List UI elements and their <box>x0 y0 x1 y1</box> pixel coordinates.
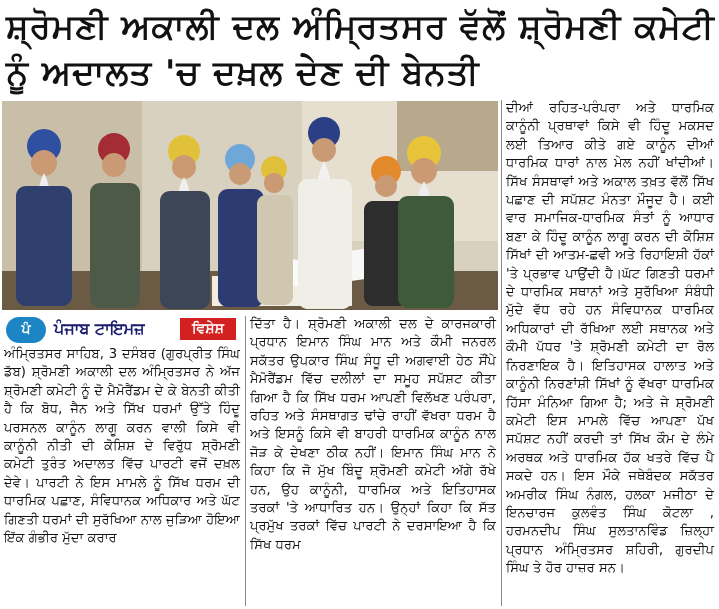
article-column-3: ਦੀਆਂ ਰਹਿਤ-ਪਰੰਪਰਾ ਅਤੇ ਧਾਰਮਿਕ ਕਾਨੂੰਨੀ ਪ੍ਰਥਾਵਾਂ ਕਿਸੇ ਵੀ ਹਿੰਦੂ ਮਕਸਦ ਲਈ ਤਿਆਰ ਕੀਤੇ ਗਏ ਕਾਨੂੰਨ ਦੀਆਂ ਧਾਰਮਿਕ ਧਾਰਾਂ ਨਾਲ ਮੇਲ ਨਹੀਂ ਖਾਂਦੀਆਂ। ਸਿੱਖ ਸੰਸਥਾਵਾਂ ਅਤੇ ਅਕਾਲ ਤਖ਼ਤ ਵੱਲੋਂ ਸਿੱਖ ਪਛਾਣ ਦੀ ਸਪੱਸ਼ਟ ਮੰਨਤਾ ਮੌਜੂਦ ਹੈ। ਕਈ ਵਾਰ ਸਮਾਜਿਕ-ਧਾਰਮਿਕ ਸੰਤਾਂ ਨੂੰ ਆਧਾਰ ਬਣਾ ਕੇ ਹਿੰਦੂ ਕਾਨੂੰਨ ਲਾਗੂ ਕਰਨ ਦੀ ਕੋਸ਼ਿਸ਼ ਸਿੱਖਾਂ ਦੀ ਆਤਮ-ਛਵੀ ਅਤੇ ਰਿਹਾਇਸ਼ੀ ਹੱਕਾਂ 'ਤੇ ਪ੍ਰਭਾਵ ਪਾਉਂਦੀ ਹੈ।ਘੱਟ ਗਿਣਤੀ ਧਰਮਾਂ ਦੇ ਧਾਰਮਿਕ ਸਥਾਨਾਂ ਅਤੇ ਸੁਰੱਖਿਆ ਸੰਬੰਧੀ ਮੁੱਦੇ ਵੱਧ ਰਹੇ ਹਨ ਸੰਵਿਧਾਨਕ ਧਾਰਮਿਕ ਅਧਿਕਾਰਾਂ ਦੀ ਰੱਖਿਆ ਲਈ ਸਥਾਨਕ ਅਤੇ ਕੌਮੀ ਪੱਧਰ 'ਤੇ ਸ਼੍ਰੋਮਣੀ ਕਮੇਟੀ ਦਾ ਰੋਲ ਨਿਰਣਾਇਕ ਹੈ। ਇਤਿਹਾਸਕ ਹਾਲਾਤ ਅਤੇ ਕਾਨੂੰਨੀ ਨਿਰਣਾਂਸ਼ੀ ਸਿੱਖਾਂ ਨੂੰ ਵੱਖਰਾ ਧਾਰਮਿਕ ਹਿੱਸਾ ਮੰਨਿਆ ਗਿਆ ਹੈ; ਅਤੇ ਜੇ ਸ਼੍ਰੋਮਣੀ ਕਮੇਟੀ ਇਸ ਮਾਮਲੇ ਵਿੱਚ ਆਪਣਾ ਪੱਖ ਸਪੱਸ਼ਟ ਨਹੀਂ ਕਰਦੀ ਤਾਂ ਸਿੱਖ ਕੌਮ ਦੇ ਲੰਮੇ ਅਰਥਕ ਅਤੇ ਧਾਰਮਿਕ ਹੱਕ ਖਤਰੇ ਵਿੱਚ ਪੈ ਸਕਦੇ ਹਨ। ਇਸ ਮੌਕੇ ਜਥੇਬੰਦਕ ਸਕੱਤਰ ਅਮਰੀਕ ਸਿੰਘ ਨੰਗਲ, ਹਲਕਾ ਮਜੀਠਾ ਦੇ ਇਨਚਾਰਜ ਕੁਲਵੰਤ ਸਿੰਘ ਕੋਟਲਾ , ਹਰਮਨਦੀਪ ਸਿੰਘ ਸੁਲਤਾਨਵਿੰਡ ਜ਼ਿਲ੍ਹਾ ਪ੍ਰਧਾਨ ਅੰਮ੍ਰਿਤਸਰ ਸ਼ਹਿਰੀ, ਗੁਰਦੀਪ ਸਿੰਘ ਤੇ ਹੋਰ ਹਾਜ਼ਰ ਸਨ। <box>506 101 714 577</box>
article-column-2: ਦਿੱਤਾ ਹੈ। ਸ਼੍ਰੋਮਣੀ ਅਕਾਲੀ ਦਲ ਦੇ ਕਾਰਜਕਾਰੀ ਪ੍ਰਧਾਨ ਇਮਾਨ ਸਿੰਘ ਮਾਨ ਅਤੇ ਕੌਮੀ ਜਨਰਲ ਸਕੱਤਰ ਉਪਕਾਰ ਸਿੰਘ ਸੰਧੂ ਦੀ ਅਗਵਾਈ ਹੇਠ ਸੌਂਪੇ ਮੈਮੋਰੈਂਡਮ ਵਿੱਚ ਦਲੀਲਾਂ ਦਾ ਸਮੂਹ ਸਪੱਸ਼ਟ ਕੀਤਾ ਗਿਆ ਹੈ ਕਿ ਸਿੱਖ ਧਰਮ ਆਪਣੀ ਵਿਲੱਖਣ ਪਰੰਪਰਾ, ਰਹਿਤ ਅਤੇ ਸੰਸਥਾਗਤ ਢਾਂਚੇ ਰਾਹੀਂ ਵੱਖਰਾ ਧਰਮ ਹੈ ਅਤੇ ਇਸਨੂੰ ਕਿਸੇ ਵੀ ਬਾਹਰੀ ਧਾਰਮਿਕ ਕਾਨੂੰਨ ਨਾਲ ਜੋੜ ਕੇ ਦੇਖਣਾ ਠੀਕ ਨਹੀਂ। ਇਮਾਨ ਸਿੰਘ ਮਾਨ ਨੇ ਕਿਹਾ ਕਿ ਜੋ ਮੁੱਖ ਬਿੰਦੂ ਸ਼੍ਰੋਮਣੀ ਕਮੇਟੀ ਅੱਗੇ ਰੱਖੇ ਹਨ, ਉਹ ਕਾਨੂੰਨੀ, ਧਾਰਮਿਕ ਅਤੇ ਇਤਿਹਾਸਕ ਤਰਕਾਂ 'ਤੇ ਆਧਾਰਿਤ ਹਨ। ਉਨ੍ਹਾਂ ਕਿਹਾ ਕਿ ਸੱਤ ਪ੍ਰਮੁੱਖ ਤਰਕਾਂ ਵਿੱਚ ਪਾਰਟੀ ਨੇ ਦਰਸਾਇਆ ਹੈ ਕਿ ਸਿੱਖ ਧਰਮ <box>250 317 496 553</box>
group-photo-illustration <box>2 101 498 310</box>
headline <box>6 4 713 96</box>
article-column-1: ਅੰਮ੍ਰਿਤਸਰ ਸਾਹਿਬ, 3 ਦਸੰਬਰ (ਗੁਰਪ੍ਰੀਤ ਸਿੰਘ ਡੱਬ) ਸ਼੍ਰੋਮਣੀ ਅਕਾਲੀ ਦਲ ਅੰਮ੍ਰਿਤਸਰ ਨੇ ਅੱਜ ਸ਼੍ਰੋਮਣੀ ਕਮੇਟੀ ਨੂੰ ਦੋ ਮੈਮੋਰੈਂਡਮ ਦੇ ਕੇ ਬੇਨਤੀ ਕੀਤੀ ਹੈ ਕਿ ਬੋਧ, ਜੈਨ ਅਤੇ ਸਿੱਖ ਧਰਮਾਂ ਉੱਤੇ ਹਿੰਦੂ ਪਰਸਨਲ ਕਾਨੂੰਨ ਲਾਗੂ ਕਰਨ ਵਾਲੀ ਕਿਸੇ ਵੀ ਕਾਨੂੰਨੀ ਨੀਤੀ ਦੀ ਕੋਸ਼ਿਸ਼ ਦੇ ਵਿਰੁੱਧ ਸ਼੍ਰੋਮਣੀ ਕਮੇਟੀ ਤੁਰੰਤ ਅਦਾਲਤ ਵਿੱਚ ਪਾਰਟੀ ਵਜੋਂ ਦਖ਼ਲ ਦੇਵੇ। ਪਾਰਟੀ ਨੇ ਇਸ ਮਾਮਲੇ ਨੂੰ ਸਿੱਖ ਧਰਮ ਦੀ ਧਾਰਮਿਕ ਪਛਾਣ, ਸੰਵਿਧਾਨਕ ਅਧਿਕਾਰ ਅਤੇ ਘੱਟ ਗਿਣਤੀ ਧਰਮਾਂ ਦੀ ਸੁਰੱਖਿਆ ਨਾਲ ਜੁੜਿਆ ਹੋਇਆ ਇੱਕ ਗੰਭੀਰ ਮੁੱਦਾ ਕਰਾਰ <box>4 347 240 547</box>
newspaper-logo-icon: ਪੰ <box>6 317 46 343</box>
headline-line-2: ਨੂੰ ਅਦਾਲਤ 'ਚ ਦਖ਼ਲ ਦੇਣ ਦੀ ਬੇਨਤੀ <box>6 53 480 93</box>
special-tag-badge: ਵਿਸ਼ੇਸ਼ <box>180 318 236 340</box>
headline-line-1: ਸ਼੍ਰੋਮਣੀ ਅਕਾਲੀ ਦਲ ਅੰਮ੍ਰਿਤਸਰ ਵੱਲੋਂ ਸ਼੍ਰੋਮਣੀ ਕਮੇਟੀ <box>6 7 715 47</box>
news-photo <box>2 101 498 310</box>
column-divider <box>245 316 246 606</box>
column-divider <box>501 100 502 606</box>
newspaper-masthead: ਪੰਜਾਬ ਟਾਇਮਜ਼ <box>54 319 145 338</box>
